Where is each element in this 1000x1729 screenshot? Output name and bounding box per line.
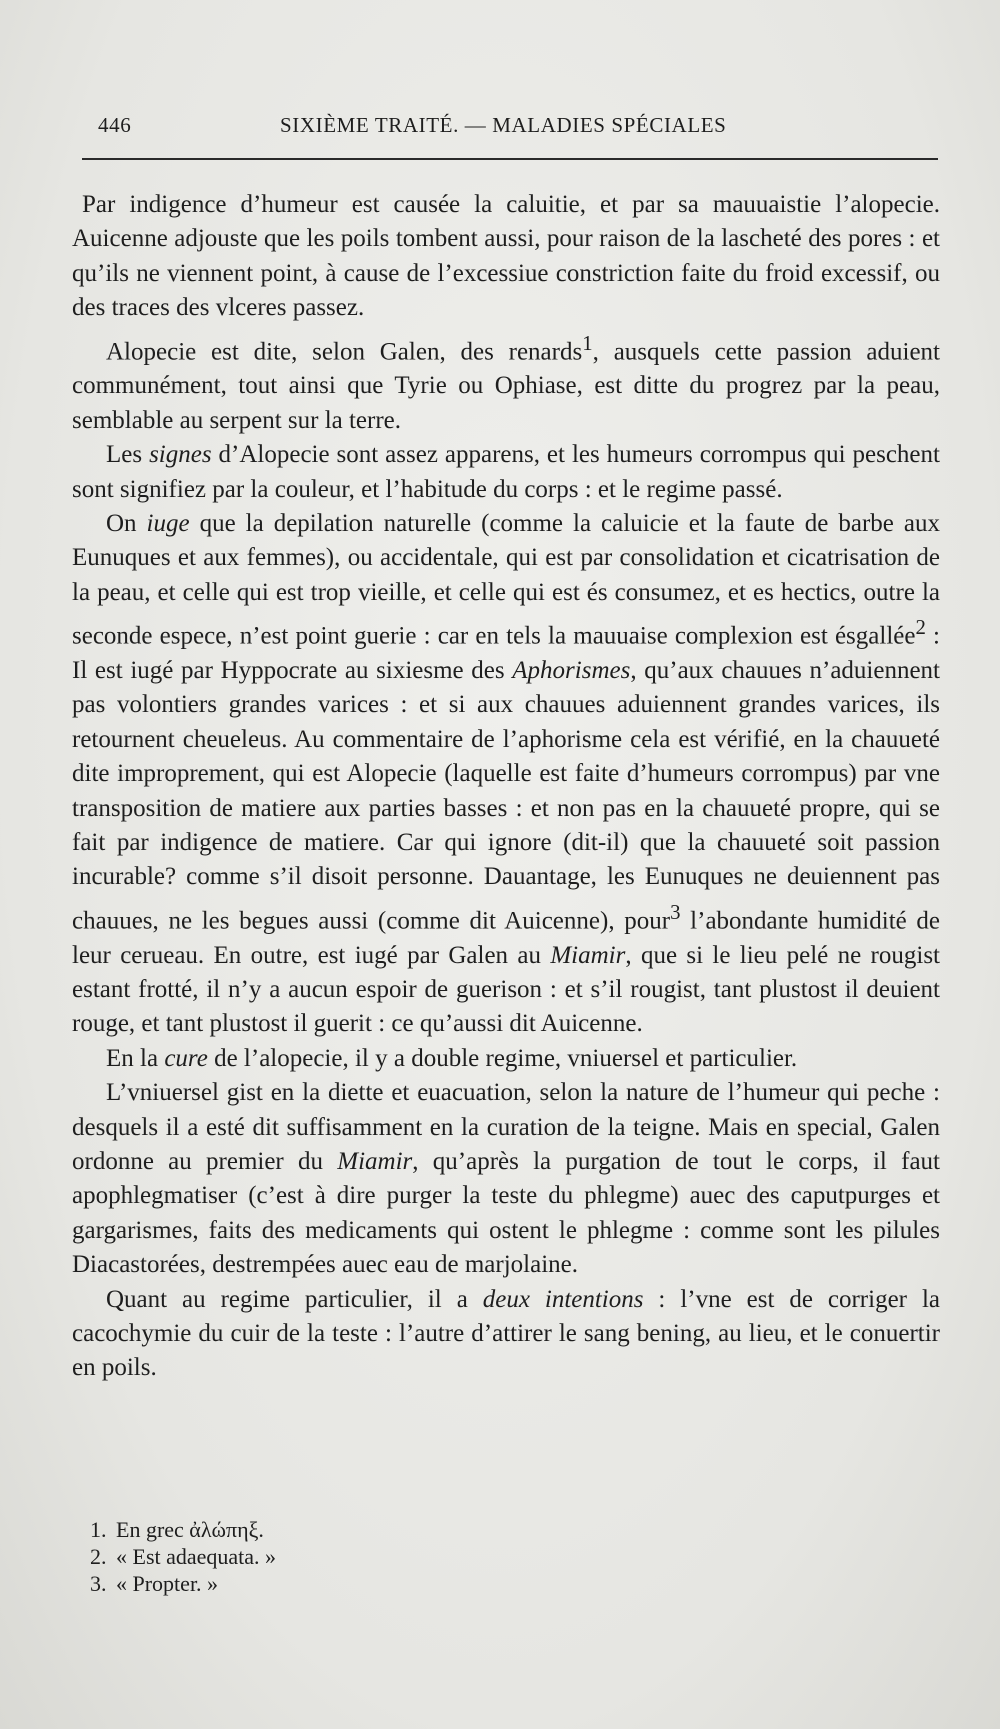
footnote-3: 3. « Propter. » — [90, 1571, 219, 1596]
footnote-ref-3: 3 — [670, 899, 681, 924]
footnotes — [90, 1516, 890, 1597]
footnote-1: 1. En grec ἀλώπηξ. — [90, 1517, 264, 1542]
paragraph-3: Les signes d’Alopecie sont assez apparens, et les humeurs corrompus qui peschent sont signifiez par la couleur, et l’habitude du corps : et le regime passé. — [72, 441, 940, 503]
footnote-ref-2: 2 — [915, 615, 926, 640]
header-rule — [82, 158, 938, 160]
page-number: 446 — [98, 113, 132, 137]
paragraph-5: En la cure de l’alopecie, il y a double regime, vniuersel et particulier. — [106, 1044, 798, 1072]
paragraph-7: Quant au regime particulier, il a deux intentions : l’vne est de corriger la cacochymie du cuir de la teste : l’autre d’attirer le sang bening, au lieu, et le conuertir en poils. — [72, 1285, 940, 1382]
footnote-2: 2. « Est adaequata. » — [90, 1544, 277, 1569]
main-text — [72, 188, 940, 1386]
paragraph-4: On iuge que la depilation naturelle (comme la caluicie et la faute de barbe aux Eunuques et aux femmes), ou accidentale, qui est par consolidation et cicatrisation de la peau, et celle qui est trop vieille, et celle qui est és consumez, et es hectics, outre la seconde espece, n’est point guerie : car en tels la mauuaise complexion est ésgallée$^2$ : Il est iugé par Hyppocrate au sixiesme des Aphorismes, qu’aux chauues n’aduiennent pas volontiers grandes varices : et si aux chauues aduiennent grandes varices, ils retournent cheueleus. Au commentaire de l’aphorisme cela est vérifié, en la chauueté dite improprement, qui est Alopecie (laquelle est faite d’humeurs corrompus) par vne transposition de matiere aux parties basses : et non pas en la chauueté propre, qui se fait par indigence de matiere. Car qui ignore (dit-il) que la chauueté soit passion incurable? comme s’il disoit personne. Dauantage, les Eunuques ne deuiennent pas chauues, ne les begues aussi (comme dit Auicenne), pour$^3$ l’abondante humidité de leur cerueau. En outre, est iugé par Galen au Miamir, que si le lieu pelé ne rougist estant frotté, il n’y a aucun espoir de guerison : et s’il rougist, tant plustost il deuient rouge, et tant plustost il guerit : ce qu’aussi dit Auicenne. — [72, 509, 941, 1038]
paragraph-6: L’vniuersel gist en la diette et euacuation, selon la nature de l’humeur qui peche : desquels il a esté dit suffisamment en la curation de la teigne. Mais en special, Galen ordonne au premier du Miamir, qu’après la purgation de tout le corps, il faut apophlegmatiser (c’est à dire purger la teste du phlegme) auec des caputpurges et gargarismes, faits des medicaments qui ostent le phlegme : comme sont les pilules Diacastorées, destrempées auec eau de marjolaine. — [72, 1079, 940, 1279]
paragraph-1: Par indigence d’humeur est causée la caluitie, et par sa mauuaistie l’alopecie. Auicenne adjouste que les poils tombent aussi, pour raison de la lascheté des pores : et qu’ils ne viennent point, à cause de l’excessiue constriction faite du froid excessif, ou des traces des vlceres passez. — [72, 191, 940, 322]
running-title: SIXIÈME TRAITÉ. — MALADIES SPÉCIALES — [280, 113, 727, 137]
footnote-ref-1: 1 — [582, 330, 593, 355]
paragraph-2: Alopecie est dite, selon Galen, des renards$^1$, ausquels cette passion aduient communément, tout ainsi que Tyrie ou Ophiase, est ditte du progrez par la peau, semblable au serpent sur la terre. — [72, 330, 940, 434]
